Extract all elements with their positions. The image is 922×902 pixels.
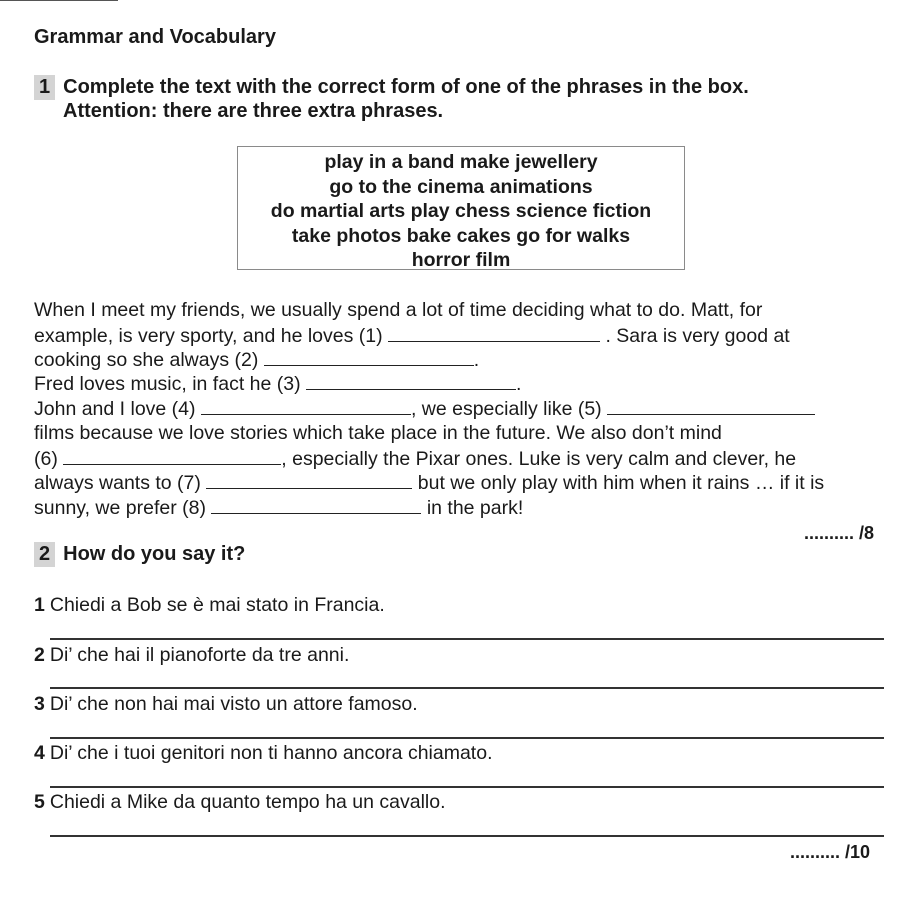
phrase-box-line: take photos bake cakes go for walks <box>291 224 631 247</box>
phrase-box-line: play in a band make jewellery <box>324 151 598 173</box>
question-item <box>34 791 446 814</box>
exercise-2-instruction <box>34 542 245 567</box>
passage-text: . Sara is very good at <box>605 325 790 347</box>
question-item <box>34 742 493 765</box>
passage-text: always wants to (7) <box>34 472 201 494</box>
question-number: 4 <box>34 742 45 764</box>
passage-text: films because we love stories which take place in the future. We also don’t mind <box>34 422 722 444</box>
exercise-2-instruction-text: How do you say it? <box>63 543 246 565</box>
exercise-1-note: Attention: there are three extra phrases. <box>63 100 444 122</box>
question-item <box>34 594 385 617</box>
passage-text: (6) <box>34 448 58 470</box>
gap-1-blank[interactable] <box>388 323 600 342</box>
gap-7-blank[interactable] <box>206 470 412 489</box>
question-text: Chiedi a Bob se è mai stato in Francia. <box>49 594 385 616</box>
question-text: Di’ che i tuoi genitori non ti hanno ancora chiamato. <box>49 742 493 764</box>
passage-line <box>34 421 722 445</box>
passage-text: cooking so she always (2) <box>34 349 259 371</box>
passage-line <box>34 323 790 347</box>
passage-line <box>34 396 815 420</box>
passage-line <box>34 298 762 322</box>
phrase-box-line: go to the cinema animations <box>329 175 593 198</box>
question-text: Di’ che hai il pianoforte da tre anni. <box>49 644 350 666</box>
answer-line-3[interactable] <box>50 737 884 739</box>
phrase-box <box>237 146 685 270</box>
score-total: /10 <box>845 842 871 862</box>
passage-text: John and I love (4) <box>34 398 196 420</box>
passage-line <box>34 371 521 395</box>
exercise-1-score <box>804 523 874 544</box>
gap-6-blank[interactable] <box>63 446 281 465</box>
gap-3-blank[interactable] <box>306 371 516 390</box>
question-number: 1 <box>34 594 45 616</box>
question-number: 2 <box>34 644 45 666</box>
top-rule <box>0 0 118 1</box>
gap-8-blank[interactable] <box>211 495 421 514</box>
passage-text: , we especially like (5) <box>410 398 602 420</box>
passage-text: When I meet my friends, we usually spend a lot of time deciding what to do. Matt, for <box>34 299 763 321</box>
question-item <box>34 693 418 716</box>
exercise-1-instruction <box>34 75 749 100</box>
passage-text: . <box>516 373 522 395</box>
passage-text: but we only play with him when it rains … if it is <box>417 472 825 494</box>
passage-text: Fred loves music, in fact he (3) <box>34 373 301 395</box>
question-number: 3 <box>34 693 45 715</box>
answer-line-4[interactable] <box>50 786 884 788</box>
question-text: Di’ che non hai mai visto un attore famoso. <box>49 693 418 715</box>
score-dots: .......... <box>790 842 841 862</box>
score-total: /8 <box>859 523 875 543</box>
answer-line-1[interactable] <box>50 638 884 640</box>
exercise-2-score <box>790 842 870 863</box>
passage-text: . <box>473 349 480 371</box>
question-number: 5 <box>34 791 45 813</box>
answer-line-2[interactable] <box>50 687 884 689</box>
answer-line-5[interactable] <box>50 835 884 837</box>
passage-line <box>34 446 796 470</box>
exercise-1-number: 1 <box>34 75 55 100</box>
question-text: Chiedi a Mike da quanto tempo ha un cavallo. <box>49 791 446 813</box>
gap-5-blank[interactable] <box>607 396 815 415</box>
passage-line <box>34 347 479 371</box>
exercise-1-instruction-text: Complete the text with the correct form of one of the phrases in the box. <box>63 76 749 98</box>
gap-2-blank[interactable] <box>264 347 474 366</box>
score-dots: .......... <box>804 523 855 543</box>
gap-4-blank[interactable] <box>201 396 411 415</box>
phrase-box-line: horror film <box>411 249 511 271</box>
passage-line <box>34 495 523 519</box>
question-item <box>34 644 349 667</box>
passage-text: in the park! <box>426 497 524 519</box>
passage-text: example, is very sporty, and he loves (1) <box>34 325 383 347</box>
passage-text: sunny, we prefer (8) <box>34 497 206 519</box>
exercise-2-number: 2 <box>34 542 55 567</box>
phrase-box-line: do martial arts play chess science fiction <box>270 200 652 222</box>
passage-line <box>34 470 824 494</box>
passage-text: , especially the Pixar ones. Luke is very calm and clever, he <box>281 448 797 470</box>
section-title: Grammar and Vocabulary <box>34 26 276 48</box>
